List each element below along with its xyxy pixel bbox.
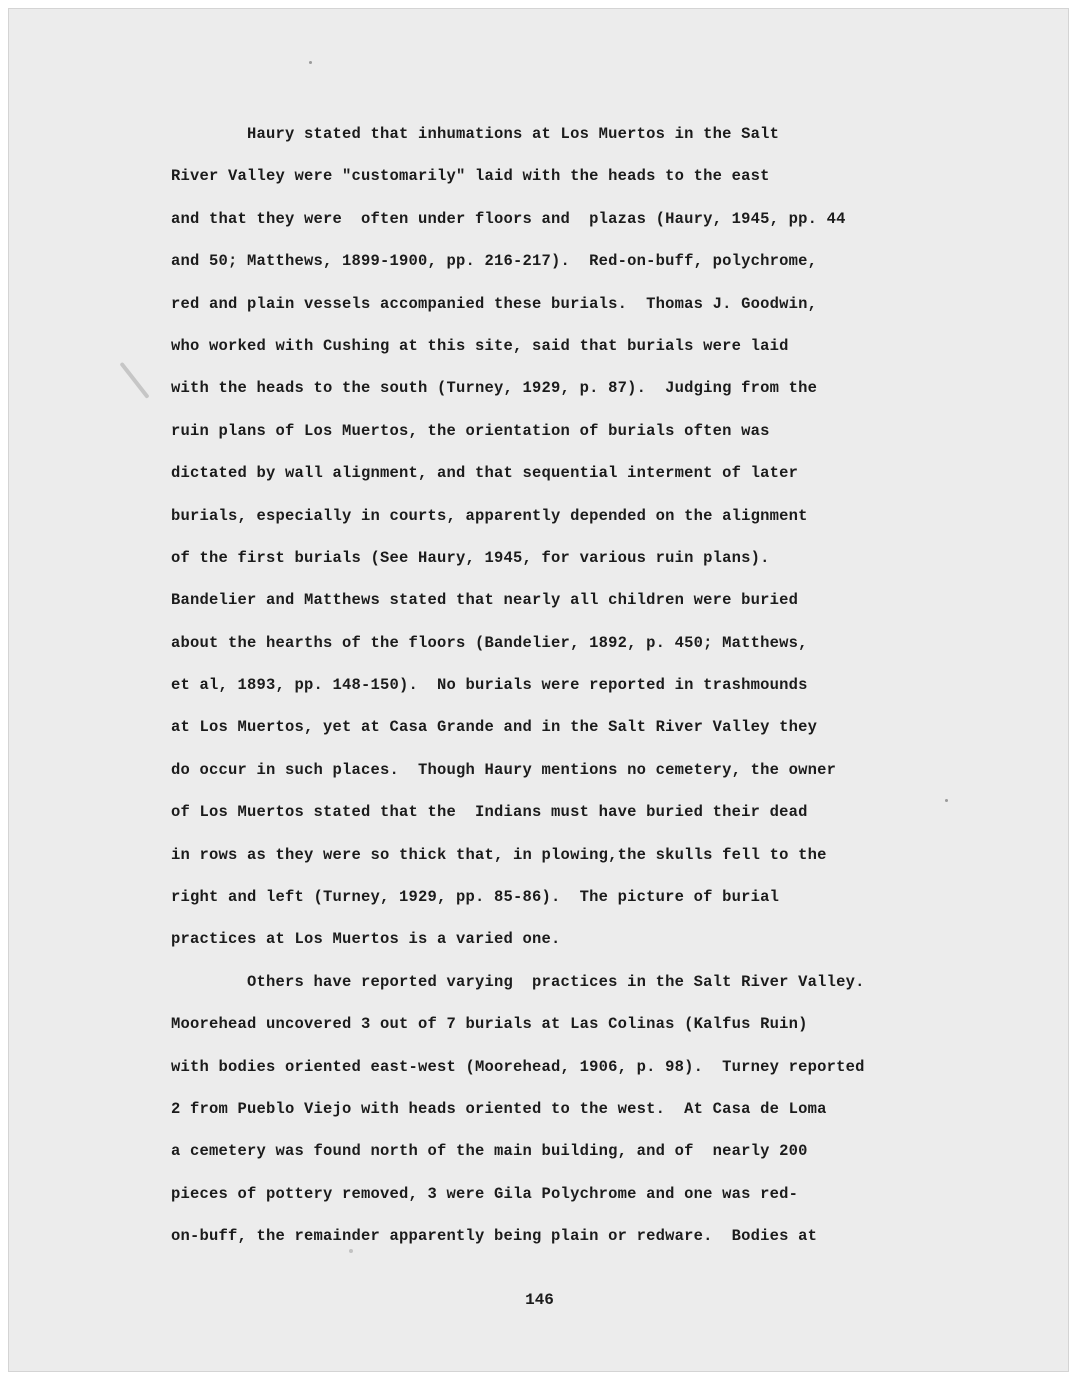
text-line: practices at Los Muertos is a varied one. <box>171 930 561 949</box>
paper-speck <box>309 61 312 64</box>
text-line: red and plain vessels accompanied these burials. Thomas J. Goodwin, <box>171 294 818 313</box>
text-line: on-buff, the remainder apparently being plain or redware. Bodies at <box>171 1227 818 1246</box>
text-line: a cemetery was found north of the main building, and of nearly 200 <box>171 1142 808 1161</box>
text-line: do occur in such places. Though Haury mentions no cemetery, the owner <box>171 760 837 779</box>
text-line: burials, especially in courts, apparently depended on the alignment <box>171 506 808 525</box>
text-line: pieces of pottery removed, 3 were Gila Polychrome and one was red- <box>171 1184 799 1203</box>
text-line: of the first burials (See Haury, 1945, for various ruin plans). <box>171 548 770 567</box>
text-line: right and left (Turney, 1929, pp. 85-86). The picture of burial <box>171 888 780 907</box>
text-line: ruin plans of Los Muertos, the orientation of burials often was <box>171 421 770 440</box>
text-line: Haury stated that inhumations at Los Muertos in the Salt <box>171 125 780 143</box>
text-line: 2 from Pueblo Viejo with heads oriented to the west. At Casa de Loma <box>171 1099 827 1118</box>
text-line: and 50; Matthews, 1899-1900, pp. 216-217). Red-on-buff, polychrome, <box>171 252 818 271</box>
text-line: et al, 1893, pp. 148-150). No burials were reported in trashmounds <box>171 676 808 695</box>
text-line: with the heads to the south (Turney, 1929, p. 87). Judging from the <box>171 379 818 398</box>
typed-page <box>8 8 1069 1372</box>
body-text <box>171 113 971 1258</box>
text-line: Others have reported varying practices in the Salt River Valley. <box>171 972 865 991</box>
text-line: dictated by wall alignment, and that sequential interment of later <box>171 464 799 483</box>
text-line: Moorehead uncovered 3 out of 7 burials at Las Colinas (Kalfus Ruin) <box>171 1015 808 1034</box>
pencil-smudge <box>119 362 149 399</box>
text-line: about the hearths of the floors (Bandelier, 1892, p. 450; Matthews, <box>171 633 808 652</box>
text-line: with bodies oriented east-west (Moorehead, 1906, p. 98). Turney reported <box>171 1057 865 1076</box>
text-line: Bandelier and Matthews stated that nearly all children were buried <box>171 591 799 610</box>
text-line: who worked with Cushing at this site, said that burials were laid <box>171 336 789 355</box>
text-line: in rows as they were so thick that, in plowing,the skulls fell to the <box>171 845 827 864</box>
text-line: of Los Muertos stated that the Indians must have buried their dead <box>171 803 808 822</box>
page-number: 146 <box>525 1291 554 1309</box>
text-line: at Los Muertos, yet at Casa Grande and in the Salt River Valley they <box>171 718 818 737</box>
text-line: and that they were often under floors and plazas (Haury, 1945, pp. 44 <box>171 209 846 228</box>
text-line: River Valley were "customarily" laid with the heads to the east <box>171 167 770 186</box>
